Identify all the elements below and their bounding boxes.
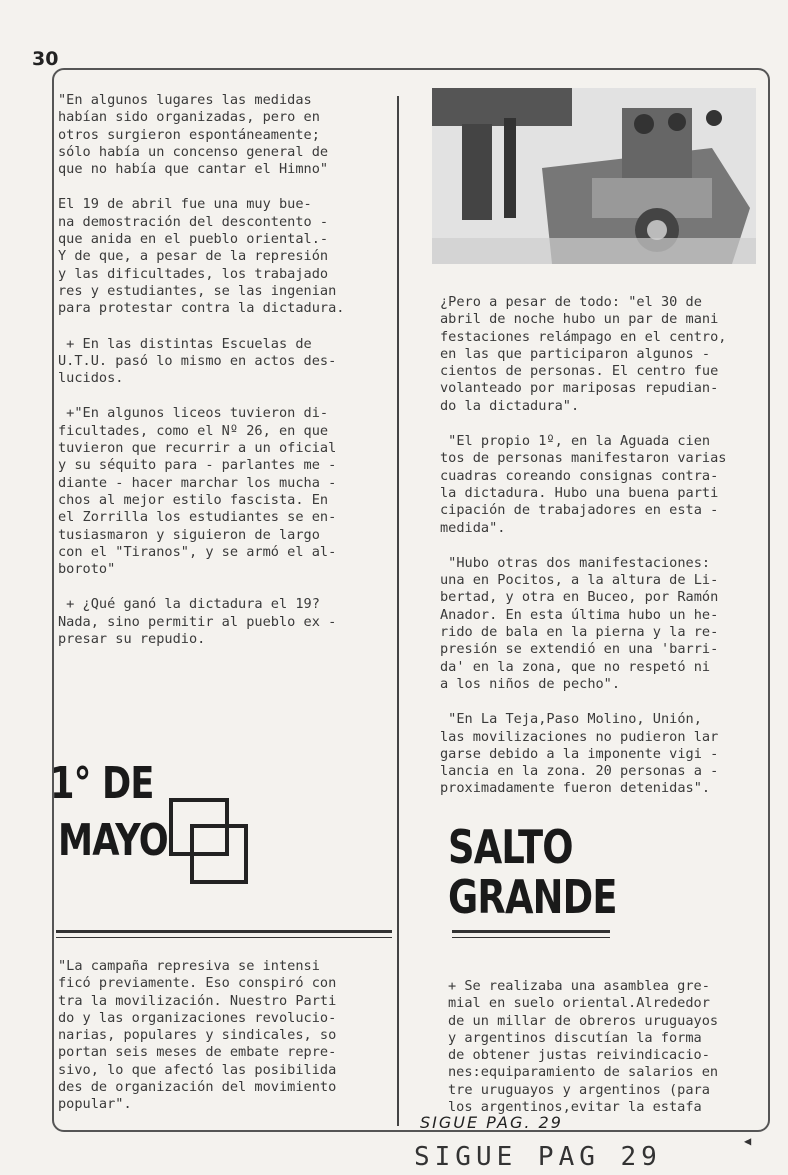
footer-continuation: SIGUE PAG 29	[414, 1142, 662, 1172]
left-paragraph: El 19 de abril fue una muy bue- na demostración del descontento - que anida en el pueblo oriental.- Y de que, a pesar de la represión y las dificultades, los trabajado res y estudiantes, se las ingenian para protestar contra la dictadura.	[58, 196, 345, 317]
right-column	[440, 294, 760, 816]
page-number: 30	[32, 48, 59, 70]
mayo-rule-thin	[56, 937, 392, 938]
right-paragraph: "Hubo otras dos manifestaciones: una en Pocitos, a la altura de Li- bertad, y otra en Buceo, por Ramón Anador. En esta última hubo un he- rido de bala en la pierna y la re- presión se extendió en una 'barri- da' en la zona, que no respetó ni a los niños de pecho".	[440, 554, 719, 692]
mayo-heading-line2: MAYO	[58, 815, 168, 866]
salto-text-block	[448, 978, 768, 1134]
handwritten-note: SIGUE PAG. 29	[420, 1113, 563, 1132]
left-paragraph: + ¿Qué ganó la dictadura el 19? Nada, sino permitir al pueblo ex - presar su repudio.	[58, 596, 337, 648]
squares-logo-icon	[168, 796, 250, 886]
salto-heading-line2: GRANDE	[448, 870, 617, 924]
arrow-mark-icon: ◀	[744, 1134, 752, 1148]
left-column	[58, 92, 368, 666]
salto-rule-thin	[452, 937, 610, 938]
left-paragraph: + En las distintas Escuelas de U.T.U. pasó lo mismo en actos des- lucidos.	[58, 335, 337, 387]
salto-rule	[452, 930, 610, 933]
salto-text: + Se realizaba una asamblea gre- mial en suelo oriental.Alrededor de un millar de obreros uruguayos y argentinos discutían la forma de obtener justas reivindicacio- nes:equiparamiento de salarios en tre uruguayos y argentinos (para los argentinos,evitar la estafa	[448, 978, 719, 1116]
column-divider	[397, 96, 399, 1126]
right-paragraph: "El propio 1º, en la Aguada cien tos de personas manifestaron varias cuadras coreando consignas contra- la dictadura. Hubo una buena parti cipación de trabajadores en esta - medida".	[440, 433, 727, 536]
left-paragraph: "En algunos lugares las medidas habían sido organizadas, pero en otros surgieron espontáneamente; sólo había un concenso general de que no había que cantar el Himno"	[58, 92, 329, 178]
salto-heading-line1: SALTO	[448, 820, 573, 874]
news-photo	[432, 88, 756, 264]
mayo-text: "La campaña represiva se intensi ficó previamente. Eso conspiró con tra la movilización. Nuestro Parti do y las organizaciones revolucio- narias, populares y sindicales, so portan seis meses de embate repre- sivo, lo que afectó las posibilida des de organización del movimiento popular".	[58, 958, 337, 1113]
mayo-heading-line1: 1° DE	[50, 758, 154, 809]
right-paragraph: ¿Pero a pesar de todo: "el 30 de abril de noche hubo un par de mani festaciones relámpago en el centro, en las que participaron algunos - cientos de personas. El centro fue volanteado por mariposas repudian- do la dictadura".	[440, 294, 727, 414]
mayo-rule	[56, 930, 392, 933]
right-paragraph: "En La Teja,Paso Molino, Unión, las movilizaciones no pudieron lar garse debido a la imponente vigi - lancia en la zona. 20 personas a - proximadamente fueron detenidas".	[440, 711, 719, 797]
mayo-text-block	[58, 958, 378, 1132]
left-paragraph: +"En algunos liceos tuvieron di- ficultades, como el Nº 26, en que tuvieron que recurrir a un oficial y su séquito para - parlantes me - diante - hacer marchar los mucha - chos al mejor estilo fascista. En el Zorrilla los estudiantes se en- tusiasmaron y siguieron de largo con el "Tiranos", y se armó el al- boroto"	[58, 405, 337, 578]
